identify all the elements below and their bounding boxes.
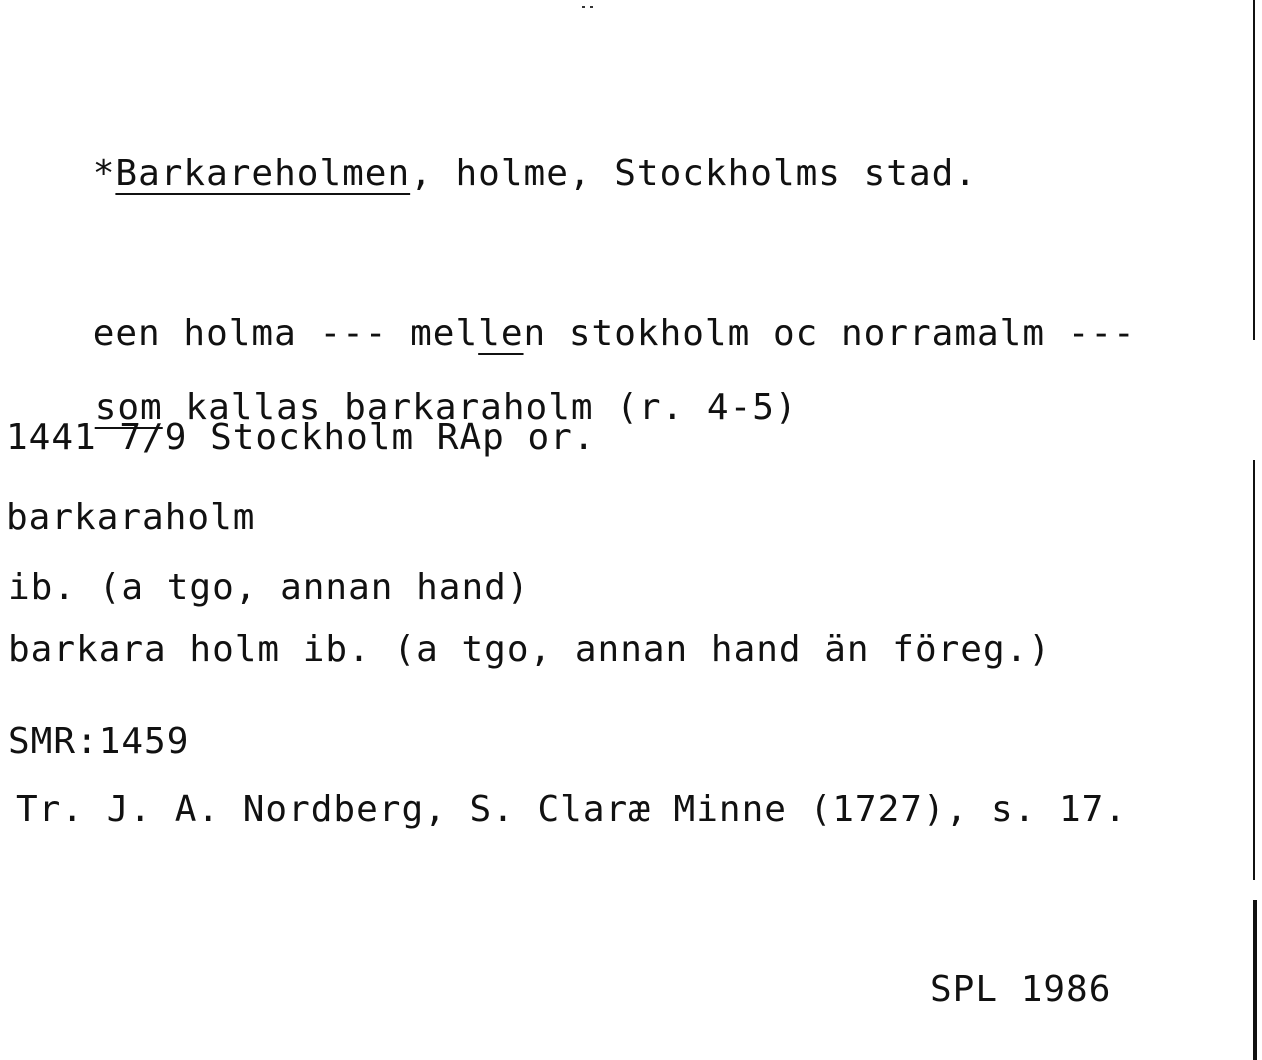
card-edge-line-mid [1253,460,1255,880]
entry-underlined-text: som [94,387,163,428]
form-line-2: barkaraholm [6,497,256,538]
card-edge-line-top [1253,0,1255,340]
form-line-3: barkara holm ib. (a tgo, annan hand än föreg.) [8,629,1051,670]
heading-name: Barkareholmen [115,153,411,194]
heading-marker: * [92,153,116,194]
entry-text: een holma --- mel [92,313,479,354]
scan-speck [590,6,593,8]
signature: SPL 1986 [930,969,1112,1010]
source-line-2: ib. (a tgo, annan hand) [8,567,530,608]
reference-line: SMR:1459 [8,721,190,762]
transcription-line: Tr. J. A. Nordberg, S. Claræ Minne (1727), s. 17. [16,789,1128,830]
scan-speck [582,6,585,8]
entry-text: kallas barkaraholm (r. 4-5) [162,387,798,428]
entry-text: n stokholm oc norramalm --- [523,313,1136,354]
heading-rest: , holme, Stockholms stad. [410,153,978,194]
card-heading [2,108,977,240]
source-line-1: 1441 7/9 Stockholm RAp or. [6,417,596,458]
entry-underlined-text: le [478,313,524,354]
card-edge-line-bottom [1253,900,1257,1060]
